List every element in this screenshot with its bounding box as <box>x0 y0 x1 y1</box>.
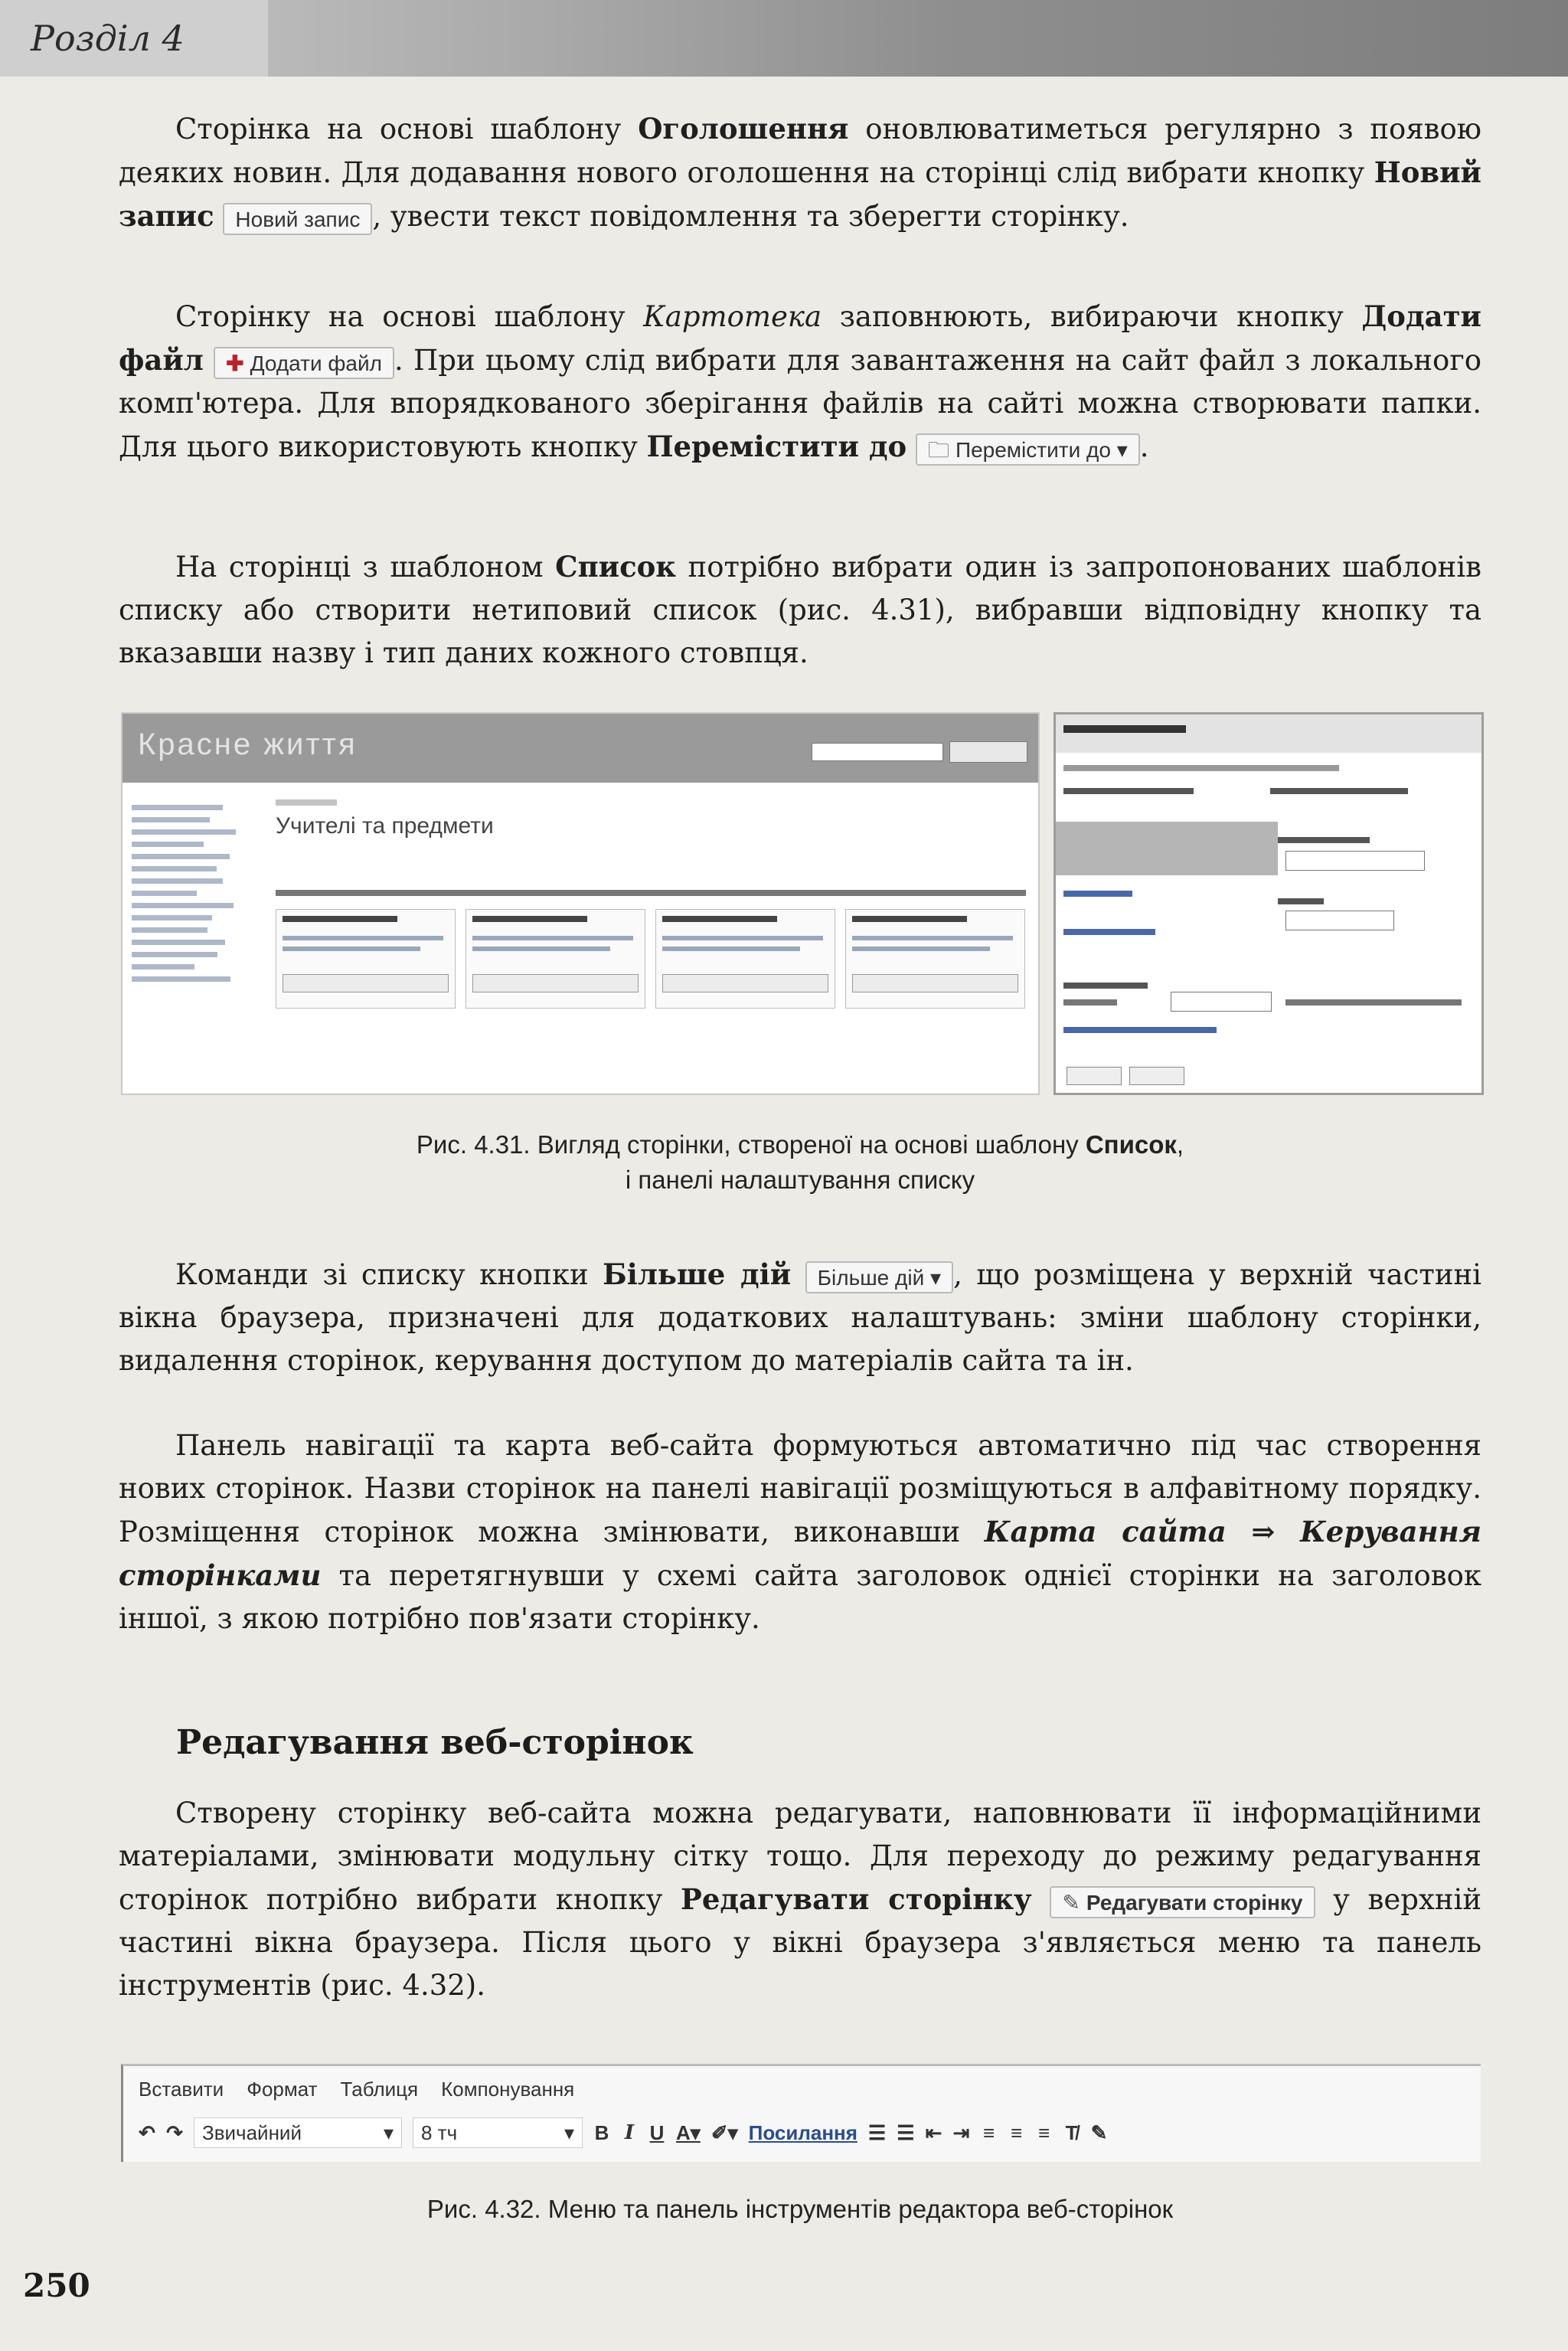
caption-term: Список <box>1085 1130 1177 1159</box>
text: потрібно вибрати один із запропонованих шаблонів списку або створити нетиповий список (рис. 4.31), вибравши відповідну кнопку та вказавши назву і тип даних кожного стовпця. <box>119 551 1482 669</box>
site-title: Красне життя <box>138 728 358 761</box>
indent-less-icon[interactable]: ⇤ <box>925 2120 942 2144</box>
template-cards <box>276 909 1026 1009</box>
site-page-title: Учителі та предмети <box>276 813 494 839</box>
caption-4-32: Рис. 4.32. Меню та панель інструментів редактора веб-сторінок <box>426 2195 1174 2223</box>
term-file-cabinet: Картотека <box>643 300 822 333</box>
text: , що розміщена у верхній частині вікна браузера, призначені для додаткових налаштувань: зміни шаблону сторінки, видалення сторінок, керування доступом до матеріалів сайта та ін. <box>119 1258 1481 1377</box>
template-card[interactable] <box>655 909 835 1009</box>
indent-more-icon[interactable]: ⇥ <box>952 2120 970 2144</box>
bold-icon[interactable]: B <box>594 2120 609 2144</box>
template-card[interactable] <box>845 909 1025 1009</box>
list-settings-panel <box>1054 712 1484 1095</box>
menu-format[interactable]: Формат <box>247 2078 318 2101</box>
site-search-button[interactable] <box>949 741 1027 763</box>
settings-header <box>1056 714 1481 753</box>
move-to-button[interactable] <box>916 433 1140 466</box>
term-move-to: Перемістити до <box>646 430 907 463</box>
text: , увести текст повідомлення та зберегти сторінку. <box>372 200 1129 233</box>
term-edit-page: Редагувати сторінку <box>681 1882 1032 1916</box>
text: Команди зі списку кнопки <box>175 1258 603 1291</box>
site-search-input[interactable] <box>812 743 943 761</box>
edit-page-button-label: Редагувати сторінку <box>1086 1890 1303 1914</box>
column-type-select[interactable] <box>1285 911 1394 930</box>
term-more-actions: Більше дій <box>603 1257 792 1291</box>
section-heading: Редагування веб-сторінок <box>176 1723 694 1762</box>
list-template-hint <box>276 890 1026 896</box>
align-right-icon[interactable]: ≡ <box>1037 2120 1050 2144</box>
caption-text: Рис. 4.31. Вигляд сторінки, створеної на основі шаблону <box>416 1130 1086 1159</box>
caption-text: і панелі налаштування списку <box>625 1166 975 1194</box>
move-to-button-label: Перемістити до <box>955 437 1111 462</box>
new-entry-button-label: Новий запис <box>235 207 361 231</box>
font-size-value: 8 тч <box>421 2121 458 2144</box>
text: Панель навігації та карта веб-сайта формуються автоматично під час створення нових сторінок. Назви сторінок на панелі навігації розміщуються в алфавітному порядку. Розміщення сторінок можна змінювати, виконавши <box>119 1429 1481 1548</box>
term-list: Список <box>555 550 677 584</box>
underline-icon[interactable]: U <box>649 2120 665 2144</box>
highlight-color-icon[interactable]: ✐▾ <box>710 2120 738 2144</box>
para-announcements <box>119 107 1481 238</box>
term-announcements: Оголошення <box>638 112 849 146</box>
chevron-down-icon: ▾ <box>564 2121 574 2144</box>
more-actions-button[interactable] <box>805 1261 953 1293</box>
para-file-cabinet <box>119 295 1481 469</box>
figure-4-31 <box>121 712 1484 1095</box>
bulleted-list-icon[interactable]: ☰ <box>897 2120 915 2144</box>
text-color-icon[interactable]: A▾ <box>676 2120 701 2144</box>
page-number: 250 <box>23 2267 90 2304</box>
align-left-icon[interactable]: ≡ <box>982 2120 995 2144</box>
template-card[interactable] <box>276 909 456 1009</box>
paragraph-style-select[interactable] <box>194 2117 402 2148</box>
new-entry-button[interactable] <box>223 203 372 235</box>
add-file-button[interactable] <box>214 347 394 379</box>
pencil-icon: ✎ <box>1062 1890 1080 1914</box>
clear-formatting-icon[interactable]: T̸ <box>1065 2120 1078 2144</box>
folder-icon: 🗀 <box>927 437 949 462</box>
add-file-button-label: Додати файл <box>250 351 382 375</box>
edit-page-button[interactable] <box>1050 1886 1315 1918</box>
menu-layout[interactable]: Компонування <box>441 2078 575 2101</box>
menu-insert[interactable]: Вставити <box>139 2078 224 2101</box>
column-name-field[interactable] <box>1285 851 1425 871</box>
paragraph-style-value: Звичайний <box>202 2121 302 2144</box>
caption-text: , <box>1176 1130 1184 1159</box>
text: Сторінку на основі шаблону <box>175 300 644 333</box>
plus-icon: ✚ <box>226 351 244 375</box>
text: оновлюватиметься регулярно з появою деяких новин. Для додавання нового оголошення на сторінці слід вибрати кнопку <box>119 113 1481 189</box>
undo-icon[interactable]: ↶ <box>139 2120 155 2144</box>
redo-icon[interactable]: ↷ <box>166 2120 183 2144</box>
term-add-file: Додати файл <box>119 299 1481 377</box>
term-site-map-path: Карта сайта ⇒ Керування сторінками <box>119 1515 1481 1592</box>
font-size-select[interactable] <box>413 2117 583 2148</box>
editor-menubar <box>139 2072 574 2106</box>
text: Сторінка на основі шаблону <box>175 113 639 146</box>
numbered-list-icon[interactable]: ☰ <box>867 2120 887 2144</box>
text: заповнюють, вибираючи кнопку <box>822 300 1362 333</box>
text: . При цьому слід вибрати для завантаження на сайт файл з локального комп'ютера. Для впорядкованого зберігання файлів на сайті можна створювати папки. Для цього використовують кнопку <box>119 344 1481 463</box>
text: у верхній частині вікна браузера. Після цього у вікні браузера з'являється меню та панель інструментів (рис. 4.32). <box>119 1883 1481 2002</box>
align-center-icon[interactable]: ≡ <box>1010 2120 1023 2144</box>
para-editing <box>119 1792 1481 2007</box>
text: . <box>1139 430 1149 463</box>
para-navigation <box>119 1424 1481 1640</box>
sort-select[interactable] <box>1171 992 1272 1012</box>
text: та перетягнувши у схемі сайта заголовок однієї сторінки на заголовок іншої, з якою потрібно пов'язати сторінку. <box>119 1559 1481 1635</box>
figure-4-32 <box>121 2064 1481 2162</box>
term-new-entry: Новий запис <box>119 155 1481 233</box>
site-navigation <box>132 798 262 1089</box>
chevron-down-icon: ▾ <box>383 2121 394 2144</box>
settings-save-button[interactable] <box>1067 1067 1122 1085</box>
html-edit-icon[interactable]: ✎ <box>1090 2120 1108 2144</box>
template-card[interactable] <box>466 909 645 1009</box>
link-button[interactable]: Посилання <box>748 2120 858 2144</box>
site-screenshot <box>121 712 1040 1095</box>
editor-toolbar <box>139 2114 1108 2152</box>
text: На сторінці з шаблоном <box>175 551 556 584</box>
para-list <box>119 545 1481 675</box>
chevron-down-icon: ▾ <box>930 1265 942 1290</box>
chevron-down-icon: ▾ <box>1116 437 1128 462</box>
italic-icon[interactable]: I <box>624 2121 635 2144</box>
caption-4-31 <box>119 1127 1481 1198</box>
more-actions-button-label: Більше дій <box>817 1265 925 1290</box>
selected-column[interactable] <box>1056 822 1278 875</box>
menu-table[interactable]: Таблиця <box>340 2078 419 2101</box>
text: Створену сторінку веб-сайта можна редагувати, наповнювати її інформаційними матеріалами, змінювати модульну сітку тощо. Для переходу до режиму редагування сторінок потрібно вибрати кнопку <box>119 1797 1481 1916</box>
para-more-actions <box>119 1253 1481 1382</box>
settings-cancel-button[interactable] <box>1129 1067 1184 1085</box>
section-label: Розділ 4 <box>0 0 268 77</box>
breadcrumb <box>276 799 337 806</box>
